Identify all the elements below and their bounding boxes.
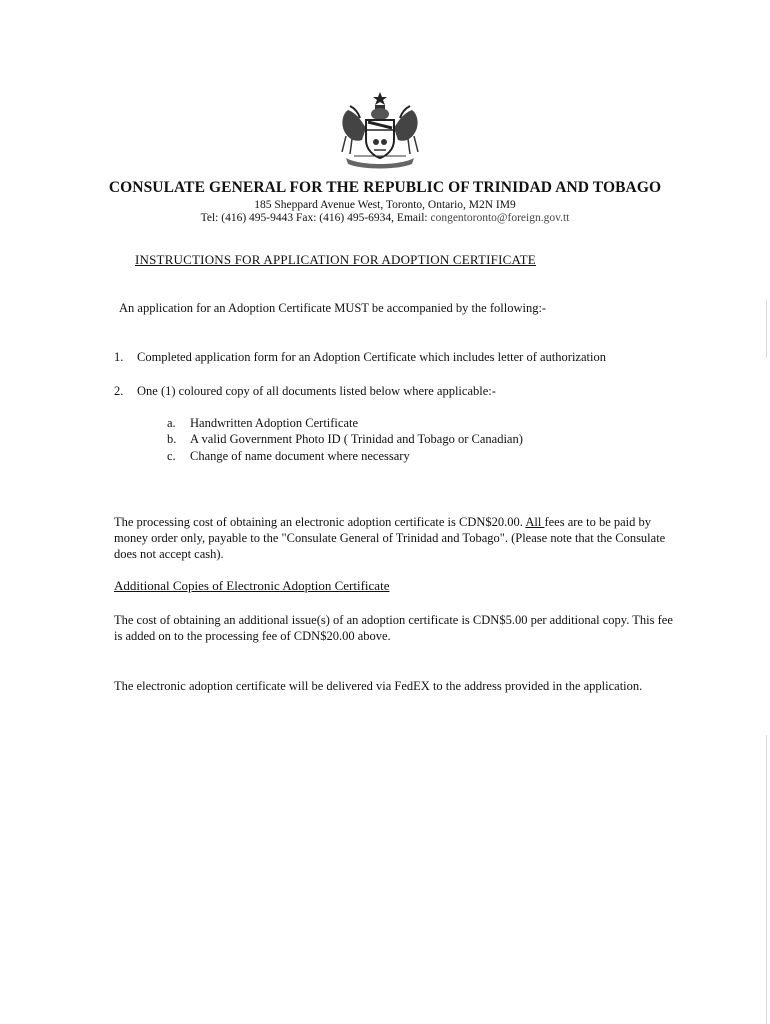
intro-text: An application for an Adoption Certificate MUST be accompanied by the following:- — [119, 301, 547, 315]
document-title: INSTRUCTIONS FOR APPLICATION FOR ADOPTION CERTIFICATE — [135, 252, 536, 267]
coat-of-arms-icon — [336, 92, 424, 170]
contact-email: congentoronto@foreign.gov.tt — [430, 212, 570, 224]
scan-edge-line — [766, 300, 767, 358]
list-item-text: One (1) coloured copy of all documents listed below where applicable:- — [137, 384, 496, 398]
sublist-item-text: A valid Government Photo ID ( Trinidad and Tobago or Canadian) — [190, 432, 523, 446]
delivery-paragraph: The electronic adoption certificate will be delivered via FedEX to the address provided in the application. — [114, 679, 643, 693]
sublist-item-letter: b. — [167, 432, 177, 446]
list-item-text: Completed application form for an Adoption Certificate which includes letter of authorization — [137, 350, 606, 364]
sublist-item-letter: c. — [167, 449, 176, 463]
contact-phone-fax: Tel: (416) 495-9443 Fax: (416) 495-6934, Email: — [200, 212, 431, 224]
additional-copies-paragraph: The cost of obtaining an additional issue(s) of an adoption certificate is CDN$5.00 per additional copy. This fee is added on to the processing fee of CDN$20.00 above. — [114, 613, 673, 643]
additional-copies-heading: Additional Copies of Electronic Adoption Certificate — [114, 578, 390, 593]
sublist-item-text: Change of name document where necessary — [190, 449, 410, 463]
list-item-number: 2. — [114, 384, 124, 398]
consulate-title: CONSULATE GENERAL FOR THE REPUBLIC OF TRINIDAD AND TOBAGO — [108, 179, 662, 196]
consulate-address: 185 Sheppard Avenue West, Toronto, Ontario, M2N IM9 — [254, 199, 516, 211]
fee-paragraph — [114, 514, 674, 562]
fee-text-part2: fees are to be paid by money order only, payable to the "Consulate General of Trinidad and Tobago". (Please note that the Consulate does not accept cash). — [114, 515, 666, 561]
sublist-item-text: Handwritten Adoption Certificate — [190, 416, 359, 430]
consulate-contact — [0, 212, 770, 224]
fee-text-underlined: All — [525, 515, 545, 529]
list-item-number: 1. — [114, 350, 124, 364]
sublist-item-letter: a. — [167, 416, 176, 430]
fee-text-part1: The processing cost of obtaining an electronic adoption certificate is CDN$20.00. — [114, 515, 526, 529]
scan-edge-line — [766, 735, 767, 1024]
